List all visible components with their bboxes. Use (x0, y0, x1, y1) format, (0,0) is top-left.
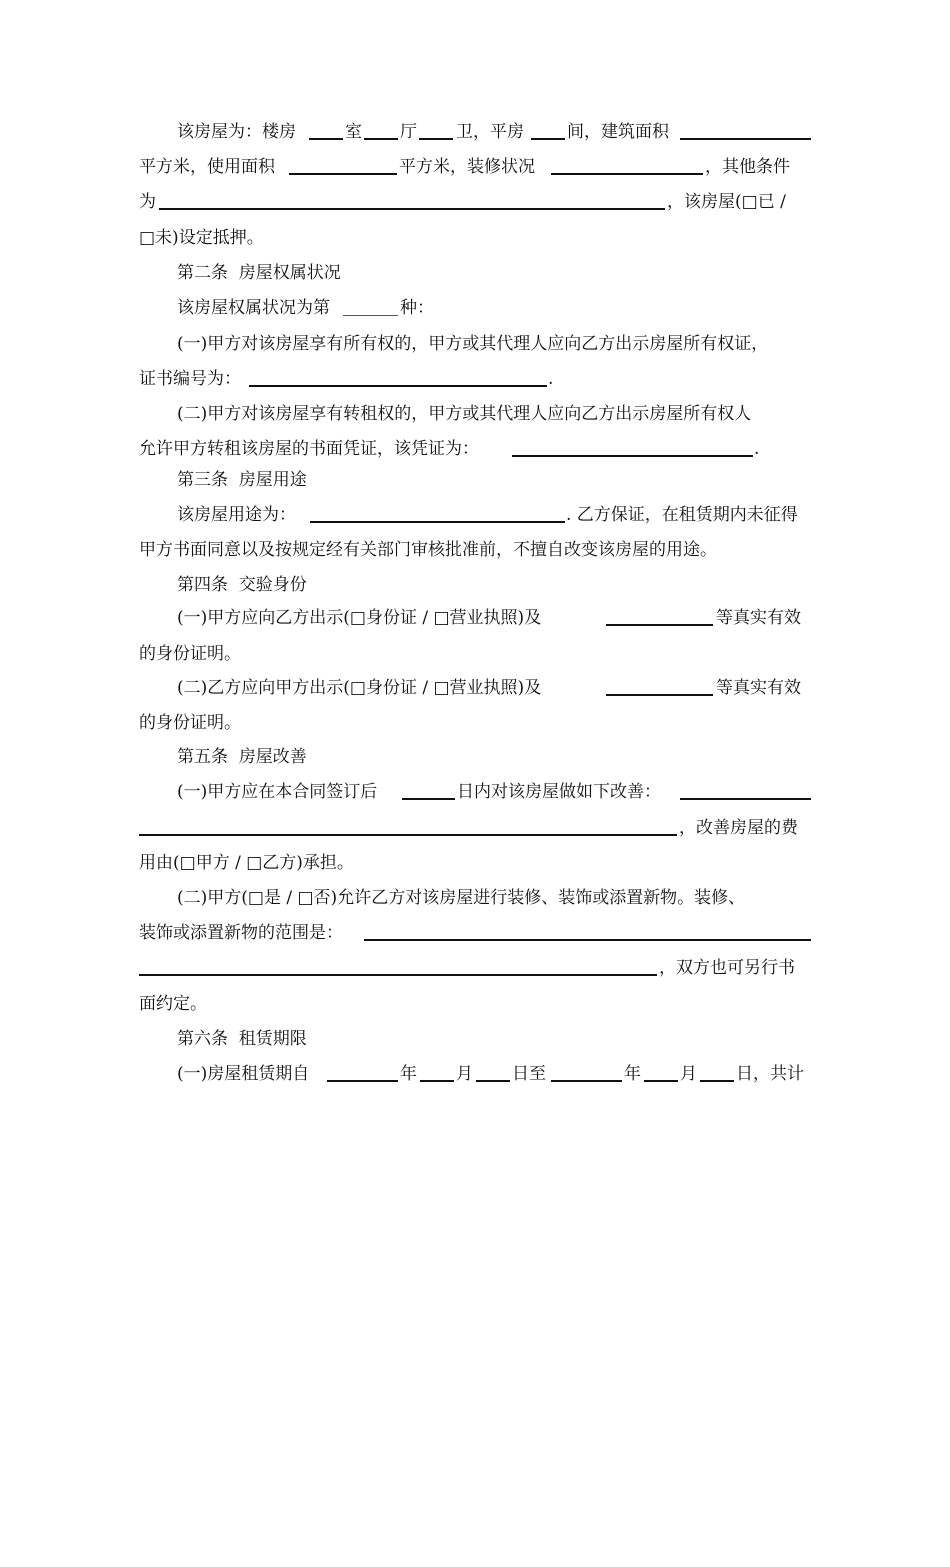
text: 该房屋用途为： (177, 505, 296, 525)
article6-line-1 (0, 1057, 950, 1091)
fill-blank (310, 521, 565, 523)
text: 年 (624, 1064, 641, 1084)
fill-blank (420, 1080, 454, 1082)
text: 卫，平房 (456, 122, 524, 142)
text: □未)设定抵押。 (139, 228, 264, 248)
fill-blank (139, 974, 657, 976)
text: (一)甲方应在本合同签订后 (177, 782, 378, 802)
fill-blank (680, 138, 811, 140)
text: 允许甲方转租该房屋的书面凭证，该凭证为： (139, 439, 479, 459)
fill-blank (551, 1080, 622, 1082)
article4-line-3 (0, 671, 950, 705)
text: 证书编号为： (139, 369, 241, 389)
article1-line-3 (0, 185, 950, 219)
article2-line-3 (0, 362, 950, 396)
fill-blank (551, 173, 703, 175)
article4-line-4 (0, 706, 950, 740)
text: 等真实有效 (716, 608, 801, 628)
article5-line-5 (0, 916, 950, 950)
fill-blank (159, 208, 665, 210)
fill-blank (419, 138, 453, 140)
text: (一)房屋租赁期自 (177, 1064, 310, 1084)
text: 日内对该房屋做如下改善： (457, 782, 661, 802)
fill-blank (309, 138, 343, 140)
article5-line-4 (0, 881, 950, 915)
text: 种： (400, 298, 434, 318)
section-heading: 第六条 租赁期限 (177, 1029, 307, 1049)
section-title (0, 256, 950, 290)
text: 装饰或添置新物的范围是： (139, 923, 343, 943)
article5-line-6 (0, 951, 950, 985)
text: 面约定。 (139, 994, 207, 1014)
text: 间，建筑面积 (567, 122, 669, 142)
text: . 乙方保证，在租赁期内未征得 (566, 505, 798, 525)
article2-line-2 (0, 327, 950, 361)
text: . (754, 439, 760, 459)
section-title (0, 463, 950, 497)
section-title (0, 568, 950, 602)
text: 年 (400, 1064, 417, 1084)
text: ，改善房屋的费 (679, 818, 798, 838)
section-heading: 第五条 房屋改善 (177, 747, 307, 767)
fill-blank (139, 834, 677, 836)
article5-line-3 (0, 846, 950, 880)
fill-blank (680, 798, 811, 800)
fill-blank (364, 939, 811, 941)
text: 室 (345, 122, 362, 142)
fill-blank (531, 138, 565, 140)
fill-blank (644, 1080, 678, 1082)
text: . (548, 369, 554, 389)
text: 厅 (400, 122, 417, 142)
article2-line-5 (0, 432, 950, 466)
text: 月 (680, 1064, 697, 1084)
section-title (0, 1022, 950, 1056)
article2-line-1 (0, 291, 950, 325)
text: 该房屋为：楼房 (177, 122, 296, 142)
text: ，其他条件 (705, 157, 790, 177)
text: 日至 (512, 1064, 546, 1084)
text: 月 (456, 1064, 473, 1084)
section-heading: 第二条 房屋权属状况 (177, 263, 341, 283)
text: 该房屋权属状况为第 (177, 298, 330, 318)
text: ，该房屋(□已 / (667, 192, 786, 212)
text: (一)甲方应向乙方出示(□身份证 / □营业执照)及 (177, 608, 542, 628)
article3-line-2 (0, 533, 950, 567)
fill-blank (327, 1080, 398, 1082)
article4-line-1 (0, 601, 950, 635)
text: 为 (139, 192, 156, 212)
article3-line-1 (0, 498, 950, 532)
fill-blank (476, 1080, 510, 1082)
fill-blank (249, 385, 547, 387)
text: 平方米，装修状况 (399, 157, 535, 177)
text: (二)甲方对该房屋享有转租权的，甲方或其代理人应向乙方出示房屋所有权人 (177, 404, 752, 424)
text: (一)甲方对该房屋享有所有权的，甲方或其代理人应向乙方出示房屋所有权证， (177, 334, 769, 354)
fill-blank (606, 624, 713, 626)
fill-blank (364, 138, 398, 140)
fill-blank (700, 1080, 734, 1082)
article4-line-2 (0, 637, 950, 671)
text: ，双方也可另行书 (659, 958, 795, 978)
article5-line-7 (0, 987, 950, 1021)
article2-line-4 (0, 397, 950, 431)
text: 用由(□甲方 / □乙方)承担。 (139, 853, 354, 873)
article1-line-2 (0, 150, 950, 184)
article1-line-1 (0, 115, 950, 149)
fill-blank (402, 798, 455, 800)
text: 等真实有效 (716, 678, 801, 698)
text: 甲方书面同意以及按规定经有关部门审核批准前，不擅自改变该房屋的用途。 (139, 540, 717, 560)
article5-line-2 (0, 811, 950, 845)
text: 的身份证明。 (139, 713, 241, 733)
section-title (0, 740, 950, 774)
article1-line-4 (0, 221, 950, 255)
article5-line-1 (0, 775, 950, 809)
text: (二)甲方(□是 / □否)允许乙方对该房屋进行装修、装饰或添置新物。装修、 (177, 888, 746, 908)
fill-blank (606, 694, 713, 696)
fill-blank (512, 455, 753, 457)
section-heading: 第三条 房屋用途 (177, 470, 307, 490)
text: 平方米，使用面积 (139, 157, 275, 177)
fill-blank (343, 315, 398, 316)
text: 日，共计 (736, 1064, 804, 1084)
text: (二)乙方应向甲方出示(□身份证 / □营业执照)及 (177, 678, 542, 698)
section-heading: 第四条 交验身份 (177, 575, 307, 595)
text: 的身份证明。 (139, 644, 241, 664)
fill-blank (289, 173, 397, 175)
